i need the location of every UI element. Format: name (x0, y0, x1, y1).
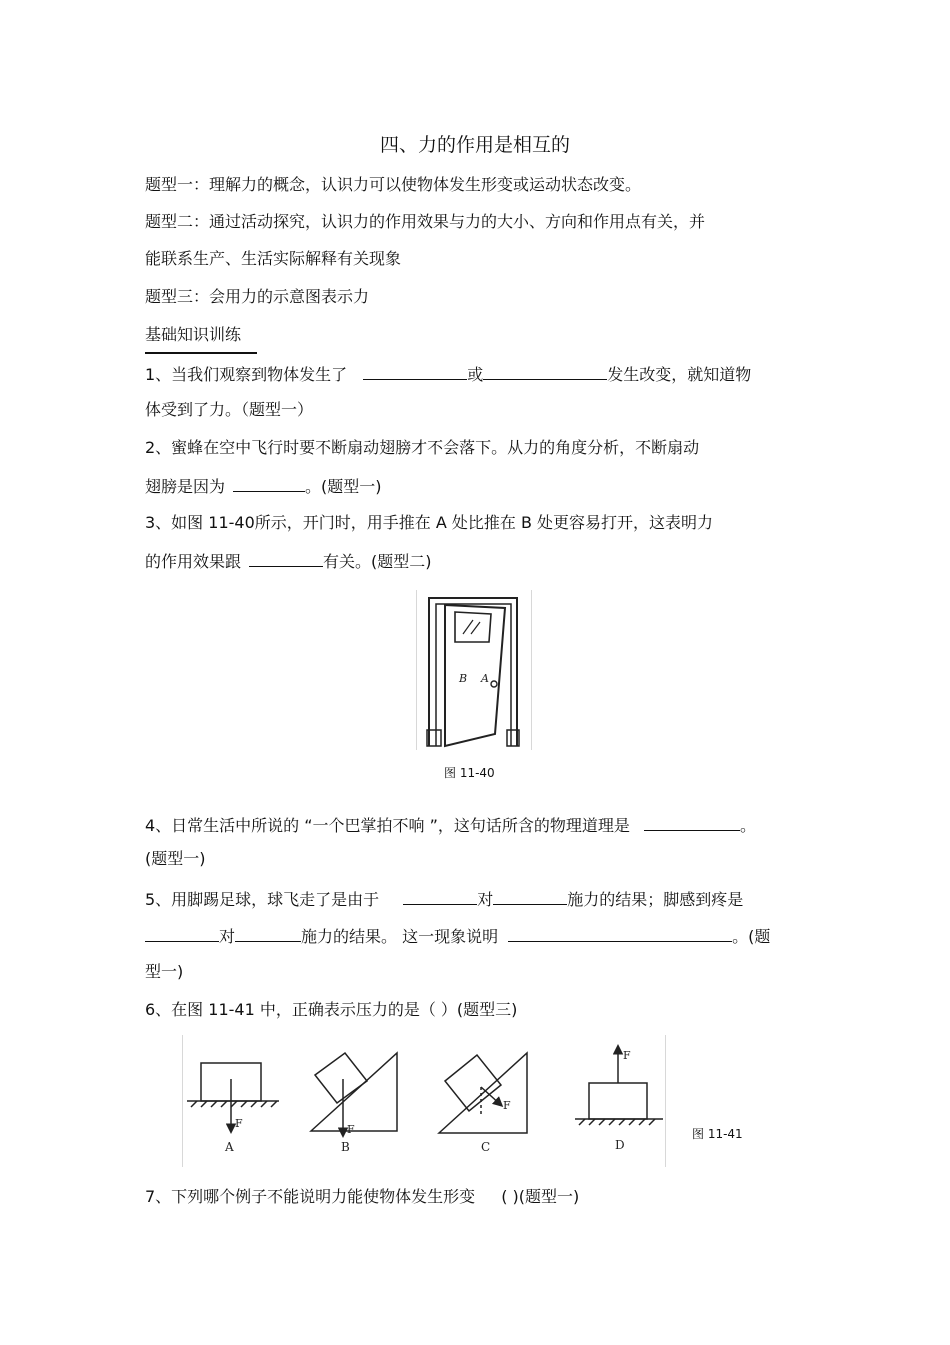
page-title: 四、力的作用是相互的 (379, 134, 570, 156)
option-label-a: A (225, 1140, 234, 1154)
type-three-text: 题型三：会用力的示意图表示力 (145, 287, 370, 306)
option-label-d: D (615, 1138, 625, 1152)
point-b-label: B (459, 672, 468, 685)
question-3-line1: 3、如图 11-40所示，开门时，用手推在 A 处比推在 B 处更容易打开，这表明力 (145, 513, 714, 532)
question-2-line2: 翅膀是因为 。(题型一) (145, 474, 382, 498)
figure-11-40 (416, 590, 532, 750)
option-label-c: C (481, 1140, 491, 1154)
answer-blank-5a[interactable] (403, 887, 477, 905)
figure-11-40-caption: 图 11-40 (444, 766, 495, 780)
answer-blank-1a[interactable] (363, 362, 467, 380)
question-5-line1: 5、用脚踢足球，球飞走了是由于 对 施力的结果；脚感到疼是 (145, 887, 743, 911)
type-two-text-line1: 题型二：通过活动探究，认识力的作用效果与力的大小、方向和作用点有关，并 (145, 212, 706, 231)
figure-11-41-caption: 图 11-41 (692, 1127, 743, 1141)
type-one-text: 题型一：理解力的概念，认识力可以使物体发生形变或运动状态改变。 (145, 175, 642, 194)
question-5-line2: 对 施力的结果。 这一现象说明 。(题 (145, 924, 770, 948)
figure-11-41 (182, 1035, 666, 1167)
answer-blank-4[interactable] (644, 813, 740, 831)
answer-blank-5b[interactable] (493, 887, 567, 905)
question-1-line2: 体受到了力。（题型一） (145, 400, 314, 419)
force-label-b: F (347, 1123, 355, 1136)
answer-blank-5c[interactable] (145, 924, 219, 942)
answer-blank-5e[interactable] (508, 924, 732, 942)
question-4-line1: 4、日常生活中所说的 “一个巴掌拍不响 ”，这句话所含的物理道理是 。 (145, 813, 756, 837)
diagram-d (575, 1047, 663, 1125)
diagram-a (187, 1063, 279, 1131)
answer-blank-2[interactable] (233, 474, 305, 492)
question-1-line1: 1、当我们观察到物体发生了 或 发生改变，就知道物 (145, 362, 751, 386)
force-label-c: F (503, 1099, 511, 1112)
answer-blank-5d[interactable] (235, 924, 301, 942)
door-illustration (417, 590, 531, 750)
question-4-line2: (题型一) (145, 849, 206, 868)
force-diagrams (183, 1035, 665, 1167)
question-5-line3: 型一) (145, 962, 184, 981)
type-two-text-line2: 能联系生产、生活实际解释有关现象 (145, 249, 402, 268)
question-7-line1: 7、下列哪个例子不能说明力能使物体发生形变 ( )(题型一) (145, 1187, 580, 1206)
question-3-line2: 的作用效果跟 有关。(题型二) (145, 549, 432, 573)
force-label-d: F (623, 1049, 631, 1062)
question-6-line1: 6、在图 11-41 中，正确表示压力的是（ ）(题型三) (145, 1000, 518, 1019)
force-label-a: F (235, 1117, 243, 1130)
answer-blank-3[interactable] (249, 549, 323, 567)
diagram-c (439, 1053, 527, 1133)
section-heading: 基础知识训练 (145, 325, 242, 344)
question-2-line1: 2、蜜蜂在空中飞行时要不断扇动翅膀才不会落下。从力的角度分析，不断扇动 (145, 438, 700, 457)
point-a-label: A (481, 672, 489, 685)
option-label-b: B (341, 1140, 350, 1154)
section-heading-underline (145, 352, 257, 354)
door-handle (491, 681, 497, 687)
answer-blank-1b[interactable] (483, 362, 607, 380)
